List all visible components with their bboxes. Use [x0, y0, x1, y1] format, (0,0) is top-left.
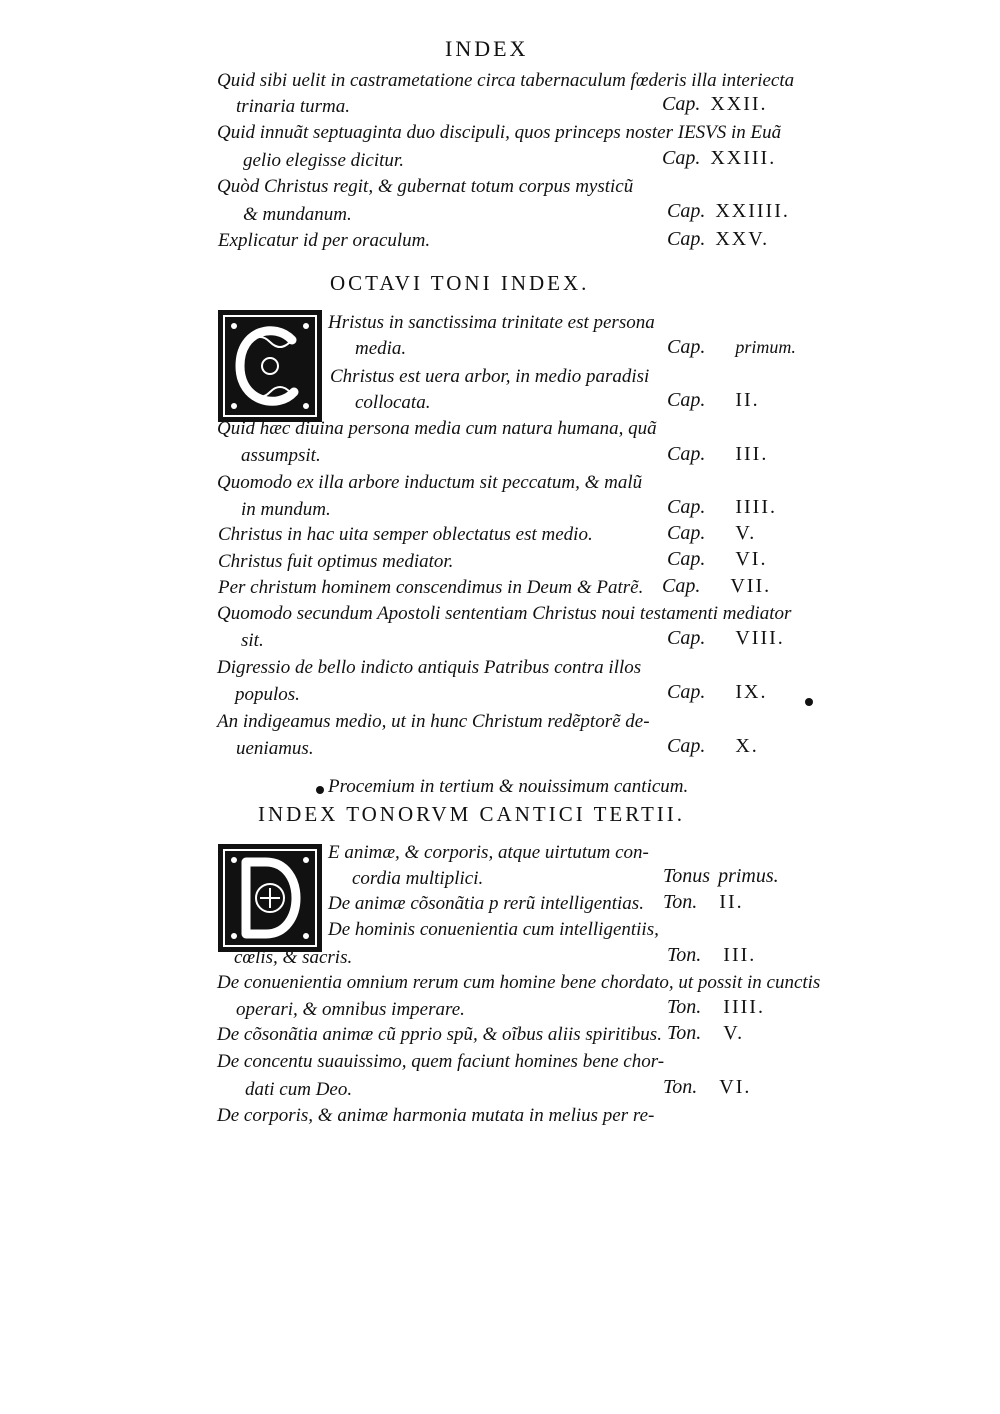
entry-line: Quid innuãt septuaginta duo discipuli, quos princeps noster IESVS in Euã [217, 122, 782, 143]
entry-line: Quòd Christus regit, & gubernat totum corpus mysticũ [217, 176, 634, 197]
entry-line: media. [355, 338, 407, 359]
entry-line: cordia multiplici. [352, 868, 484, 889]
entry-line: ueniamus. [236, 738, 314, 759]
entry-line: De hominis conuenientia cum intelligentiis, [328, 919, 659, 940]
entry-line: De conuenientia omnium rerum cum homine bene chordato, ut possit in cunctis [217, 972, 821, 993]
chapter-ref: Cap. VI. [667, 548, 768, 570]
tone-ref: Ton. VI. [663, 1076, 752, 1098]
entry-line: De corporis, & animæ harmonia mutata in melius per re- [217, 1105, 655, 1126]
entry-line: trinaria turma. [236, 96, 351, 117]
entry-line: An indigeamus medio, ut in hunc Christum redẽptorẽ de- [217, 711, 650, 732]
entry-line: Christus in hac uita semper oblectatus est medio. [218, 524, 593, 545]
tone-ref: Ton. II. [663, 891, 744, 913]
chapter-ref: Cap. VIII. [667, 627, 785, 649]
chapter-ref: Cap. XXII. [662, 93, 768, 115]
prooemium-line: Procemium in tertium & nouissimum canticum. [328, 776, 689, 797]
entry-line: Quomodo ex illa arbore inductum sit peccatum, & malũ [217, 472, 643, 493]
chapter-ref: Cap. X. [667, 735, 759, 757]
entry-line: Explicatur id per oraculum. [218, 230, 431, 251]
entry-line: Per christum hominem conscendimus in Deum & Patrẽ. [218, 577, 644, 598]
entry-line: De cõsonãtia animæ cũ pprio spũ, & oĩbus aliis spiritibus. [217, 1024, 662, 1045]
chapter-ref: Cap. V. [667, 522, 757, 544]
entry-line: De animæ cõsonãtia p rerũ intelligentias. [328, 893, 644, 914]
tone-ref: Ton. V. [667, 1022, 745, 1044]
entry-line: Quomodo secundum Apostoli sententiam Christus noui testamenti mediator [217, 603, 792, 624]
tone-ref: Tonus primus. [663, 865, 779, 887]
chapter-ref: Cap. III. [667, 443, 769, 465]
ornament-icon [220, 846, 320, 950]
chapter-ref: Cap. primum. [667, 336, 796, 358]
entry-line: dati cum Deo. [245, 1079, 353, 1100]
chapter-ref: Cap. IX. [667, 681, 768, 703]
entry-line: De concentu suauissimo, quem faciunt homines bene chor- [217, 1051, 665, 1072]
entry-line: populos. [235, 684, 300, 705]
entry-line: Quid hæc diuina persona media cum natura humana, quã [217, 418, 657, 439]
entry-line: Digressio de bello indicto antiquis Patribus contra illos [217, 657, 642, 678]
decorated-initial-c [218, 310, 322, 422]
ornament-icon [220, 312, 320, 420]
entry-line: operari, & omnibus imperare. [236, 999, 465, 1020]
entry-line: & mundanum. [243, 204, 352, 225]
entry-line: cœlis, & sacris. [234, 947, 353, 968]
entry-line: Christus est uera arbor, in medio paradisi [330, 366, 650, 387]
entry-line: gelio elegisse dicitur. [243, 150, 404, 171]
section-title: OCTAVI TONI INDEX. [330, 271, 590, 295]
bullet-mark-icon [805, 698, 813, 706]
tone-ref: Ton. IIII. [667, 996, 765, 1018]
entry-line: assumpsit. [241, 445, 321, 466]
section-title: INDEX TONORVM CANTICI TERTII. [258, 802, 686, 826]
chapter-ref: Cap. II. [667, 389, 760, 411]
page-header: INDEX [445, 36, 529, 61]
entry-line: collocata. [355, 392, 431, 413]
tone-ref: Ton. III. [667, 944, 757, 966]
entry-line: sit. [241, 630, 264, 651]
entry-line: Quid sibi uelit in castrametatione circa tabernaculum fœderis illa interiecta [217, 70, 795, 91]
entry-line: Christus fuit optimus mediator. [218, 551, 454, 572]
chapter-ref: Cap. IIII. [667, 496, 777, 518]
chapter-ref: Cap. XXIII. [662, 147, 777, 169]
entry-line: E animæ, & corporis, atque uirtutum con- [328, 842, 649, 863]
chapter-ref: Cap. XXIIII. [667, 200, 790, 222]
chapter-ref: Cap. XXV. [667, 228, 770, 250]
pilcrow-mark-icon [316, 786, 324, 794]
chapter-ref: Cap. VII. [662, 575, 772, 597]
entry-line: Hristus in sanctissima trinitate est persona [328, 312, 655, 333]
decorated-initial-d [218, 844, 322, 952]
entry-line: in mundum. [241, 499, 331, 520]
